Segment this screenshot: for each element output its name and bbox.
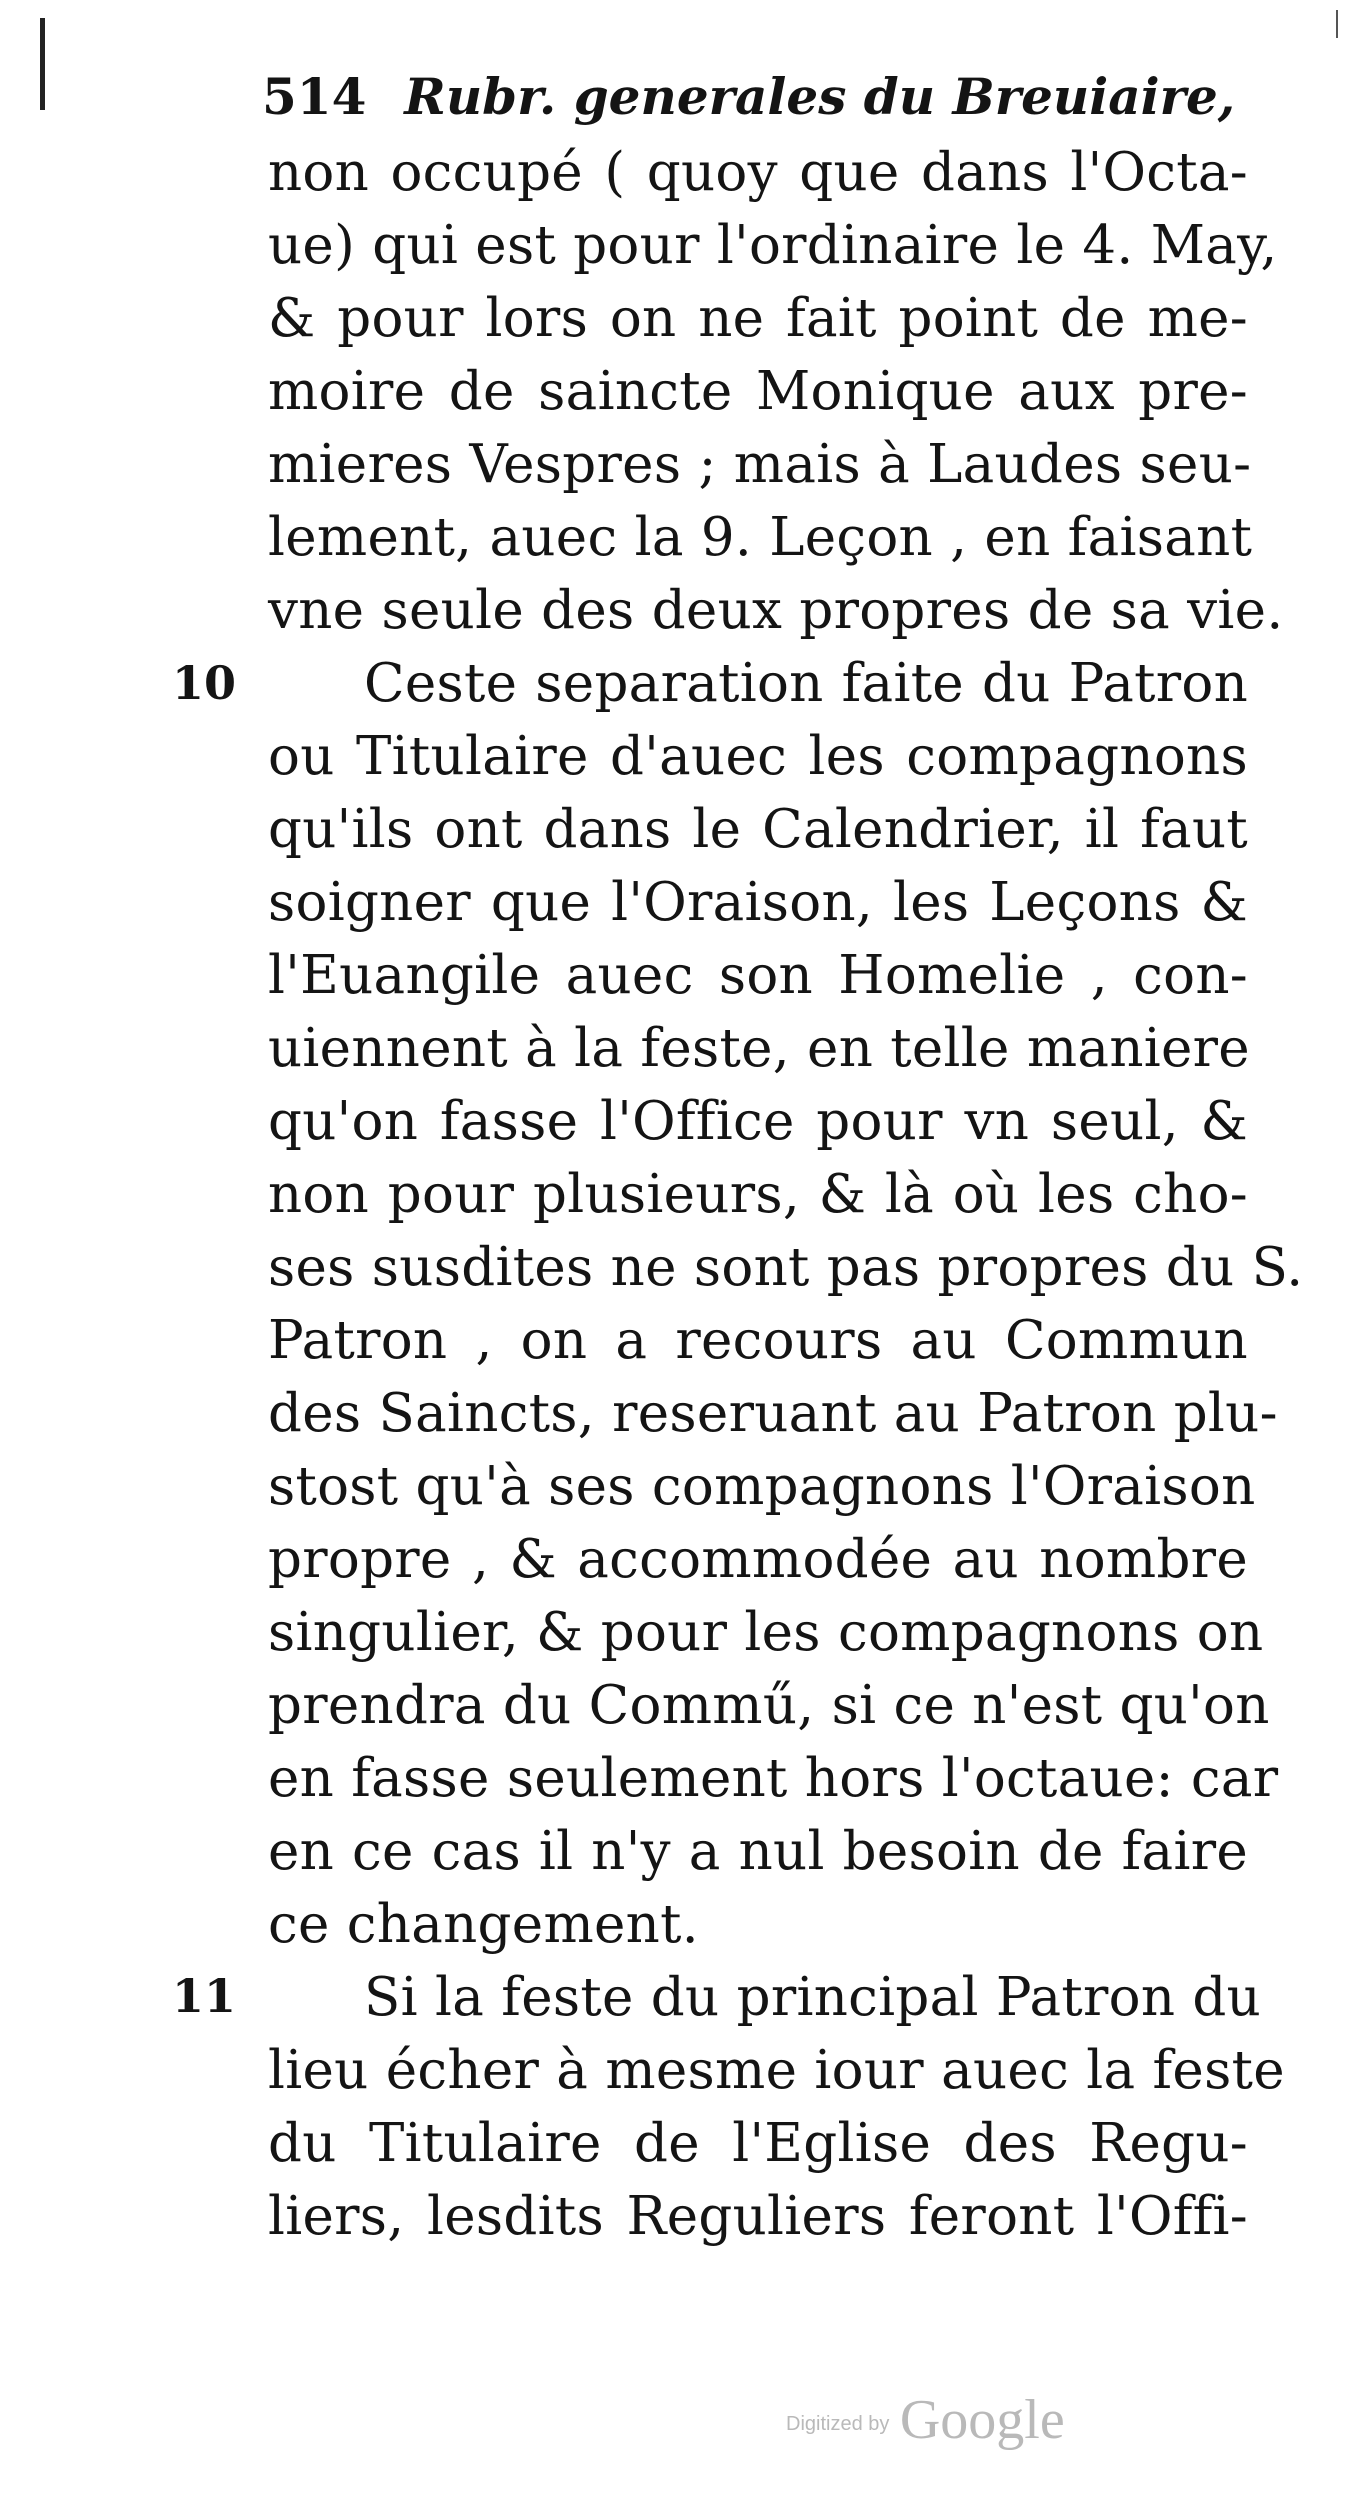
- page-left-border: [40, 18, 45, 110]
- running-title: Rubr. generales du Breuiaire,: [404, 67, 1236, 126]
- text-line: soigner que l'Oraison, les Leçons &: [268, 872, 1248, 933]
- watermark-brand: Google: [899, 2389, 1065, 2451]
- text-line: non pour plusieurs, & là où les cho-: [268, 1164, 1248, 1225]
- text-line: uiennent à la feste, en telle maniere: [268, 1018, 1250, 1079]
- text-line: qu'ils ont dans le Calendrier, il faut: [268, 799, 1248, 860]
- text-line: & pour lors on ne fait point de me-: [268, 288, 1248, 349]
- text-line: mieres Vespres ; mais à Laudes seu-: [268, 434, 1252, 495]
- text-line: moire de saincte Monique aux pre-: [268, 361, 1248, 422]
- digitized-watermark: [786, 2388, 1065, 2452]
- text-line: ou Titulaire d'auec les compagnons: [268, 726, 1248, 787]
- watermark-prefix: Digitized by: [786, 2413, 890, 2435]
- text-line: du Titulaire de l'Eglise des Regu-: [268, 2113, 1248, 2174]
- margin-number-11: 11: [172, 1969, 237, 2023]
- text-line: non occupé ( quoy que dans l'Octa-: [268, 142, 1248, 203]
- text-line: des Saincts, reseruant au Patron plu-: [268, 1383, 1278, 1444]
- text-line: en ce cas il n'y a nul besoin de faire: [268, 1821, 1248, 1882]
- text-line: ses susdites ne sont pas propres du S.: [268, 1237, 1304, 1298]
- text-line: singulier, & pour les compagnons on: [268, 1602, 1264, 1663]
- text-line: en fasse seulement hors l'octaue: car: [268, 1748, 1279, 1809]
- text-line: Si la feste du principal Patron du: [364, 1967, 1262, 2028]
- text-line: ce changement.: [268, 1894, 699, 1955]
- text-line: prendra du Commű, si ce n'est qu'on: [268, 1675, 1270, 1736]
- text-line: propre , & accommodée au nombre: [268, 1529, 1248, 1590]
- text-line: vne seule des deux propres de sa vie.: [268, 580, 1284, 641]
- text-line: qu'on fasse l'Office pour vn seul, &: [268, 1091, 1248, 1152]
- text-line: ue) qui est pour l'ordinaire le 4. May,: [268, 215, 1278, 276]
- text-line: liers, lesdits Reguliers feront l'Offi-: [268, 2186, 1248, 2247]
- text-line: l'Euangile auec son Homelie , con-: [268, 945, 1248, 1006]
- text-line: lieu écher à mesme iour auec la feste: [268, 2040, 1285, 2101]
- text-line: lement, auec la 9. Leçon , en faisant: [268, 507, 1253, 568]
- text-line: stost qu'à ses compagnons l'Oraison: [268, 1456, 1256, 1517]
- text-line: Patron , on a recours au Commun: [268, 1310, 1248, 1371]
- page-number: 514: [262, 67, 367, 126]
- text-line: Ceste separation faite du Patron: [364, 653, 1248, 714]
- page-right-edge: [1336, 10, 1338, 38]
- margin-number-10: 10: [172, 656, 237, 710]
- body-text: [268, 136, 1304, 2253]
- page-header: [262, 62, 1235, 132]
